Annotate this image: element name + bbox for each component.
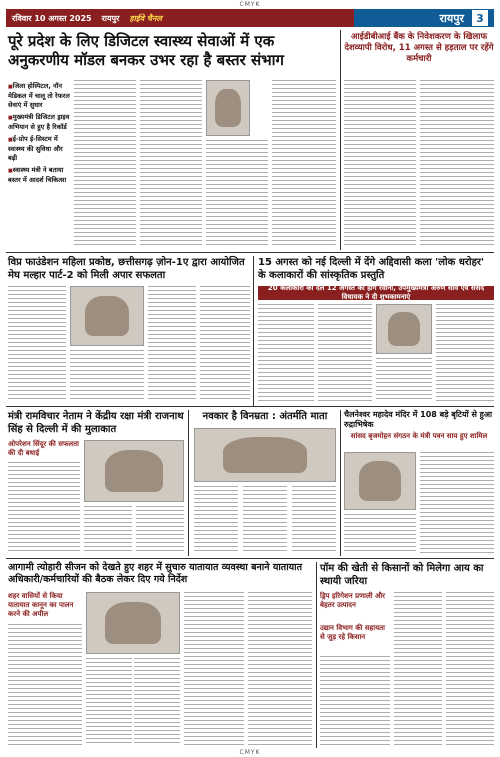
lead-bullet: ■ मुख्यमंत्री डिजिटल ड्राइव अभियान से हुए है रिकॉर्ड: [8, 113, 70, 132]
story2-body: [148, 286, 196, 402]
story8-body: [320, 656, 390, 746]
temple-photo: [344, 452, 416, 510]
section-rule: [6, 558, 494, 559]
ceremony-photo: [194, 428, 336, 482]
story3-body: [436, 304, 494, 402]
story6-body: [420, 452, 494, 554]
story5-body: [292, 486, 336, 554]
print-registration-mark: CMYK: [239, 1, 261, 8]
story4-body: [136, 506, 184, 554]
story3-body: [376, 358, 432, 402]
page-number: 3: [472, 10, 488, 26]
column-divider: [340, 30, 341, 250]
story7-kicker: शहर वासियों से किया यातायात कानून का पालन करने की अपील: [8, 592, 74, 618]
story6-sub: सांसद बृजमोहन संगठन के मंत्री पवन साय हुए शामिल: [350, 432, 488, 440]
story7-body: [134, 658, 180, 746]
masthead-right: [354, 9, 494, 27]
side-body-column: [420, 80, 494, 248]
section-rule: [6, 406, 494, 407]
story7-body: [8, 624, 82, 746]
print-registration-mark: CMYK: [239, 749, 261, 756]
story4-body: [8, 462, 80, 554]
story4-headline: मंत्री रामविचार नेताम ने केंद्रीय रक्षा मंत्री राजनाथ सिंह से दिल्ली में की मुलाकात: [8, 411, 184, 435]
edition-city: रायपुर: [101, 13, 120, 23]
story3-band: 20 कलाकारों का दल 12 अगस्त को होंगे रवाना, उपमुख्यमंत्री अरुण साव एवं संसद विधायक ने दी शुभकामनाएं: [258, 286, 494, 300]
lead-bullet: ■ स्वास्थ्य मंत्री ने बताया बस्तर में आदर्श चिकित्सा: [8, 166, 70, 185]
story2-body: [200, 286, 250, 402]
event-photo: [70, 286, 144, 346]
story7-body: [86, 658, 132, 746]
lead-bullet: ■ जिला होस्पिटल, नॉन मेडिकल में चालू तो रेफरल सेवाएं में सुधार: [8, 82, 70, 110]
lead-headline: पूरे प्रदेश के लिए डिजिटल स्वास्थ्य सेवाओं में एक अनुकरणीय मॉडल बनकर उभर रहा है बस्तर संभाग: [8, 32, 284, 69]
lead-body-column: [140, 80, 202, 248]
story3-body: [258, 304, 314, 402]
meeting-photo: [84, 440, 184, 502]
story5-headline: नवकार है विनम्रता : अंतर्मति माता: [202, 411, 328, 422]
column-divider: [316, 562, 317, 748]
lead-body-column: [272, 80, 336, 248]
story2-body: [8, 286, 66, 402]
side-body-column: [344, 80, 416, 248]
story8-headline: पॉम की खेती से किसानों को मिलेगा आय का स्थायी जरिया: [320, 563, 484, 587]
story7-body: [248, 592, 312, 746]
story3-body: [318, 304, 372, 402]
story6-body: [344, 514, 416, 554]
masthead-left: [6, 9, 354, 27]
lead-bullet: ■ ई-प्रोप ई-सिस्टम में स्वास्थ्य की सुविधा और बढ़ी: [8, 135, 70, 163]
column-divider: [253, 256, 254, 406]
artist-photo: [376, 304, 432, 354]
column-divider: [188, 410, 189, 556]
masthead: [6, 9, 494, 27]
story2-headline: विप्र फाउंडेशन महिला प्रकोष्ठ, छत्तीसगढ़ ज़ोन-1ए द्वारा आयोजित मेघ मल्हार पार्ट-2 को मिली अपार सफलता: [8, 257, 245, 281]
section-rule: [6, 252, 494, 253]
story5-body: [243, 486, 287, 554]
story4-body: [84, 506, 132, 554]
section-name: रायपुर: [439, 11, 464, 25]
story8-point: ड्रिप इरिगेशन प्रणाली और बेहतर उत्पादन: [320, 592, 385, 609]
column-divider: [340, 410, 341, 556]
story5-body: [194, 486, 238, 554]
story6-headline: चैलनेश्वर महादेव मंदिर में 108 बड़े बृटियों से हुआ रुद्राभिषेक: [344, 410, 493, 429]
story8-body: [446, 592, 494, 746]
issue-date: रविवार 10 अगस्त 2025: [12, 13, 92, 23]
story2-body: [70, 350, 144, 402]
story7-headline: आगामी त्योहारी सीजन को देखते हुए शहर में सुचारु यातायात व्यवस्था बनाने यातायात अधिकारी/कर्मचारियों की बैठक लेकर दिए गये निर्देश: [8, 562, 303, 585]
lead-body-column: [206, 140, 268, 248]
newspaper-brand: हाईवे चैनल: [129, 13, 162, 23]
story3-headline: 15 अगस्त को नई दिल्ली में देंगे अद्दिवासी कला 'लोक धरोहर' के कलाकारों की सांस्कृतिक प्रस्तुति: [258, 257, 485, 281]
story7-body: [184, 592, 244, 746]
lead-bullets: [8, 82, 70, 188]
lead-body-column: [74, 80, 136, 248]
story8-body: [394, 592, 442, 746]
story4-kicker: ओपरेशन सिंदूर की सफलता की दी बधाई: [8, 440, 79, 457]
story8-point: उद्यान विभाग की सहायता से जुड़ रहे किसान: [320, 624, 385, 641]
traffic-meeting-photo: [86, 592, 180, 654]
side-story-headline: आईडीबीआई बैंक के निवेशकरण के खिलाफ देशव्यापी विरोध, 11 अगस्त से हड़ताल पर रहेंगे कर्मचारी: [344, 32, 494, 64]
minister-photo: [206, 80, 250, 136]
